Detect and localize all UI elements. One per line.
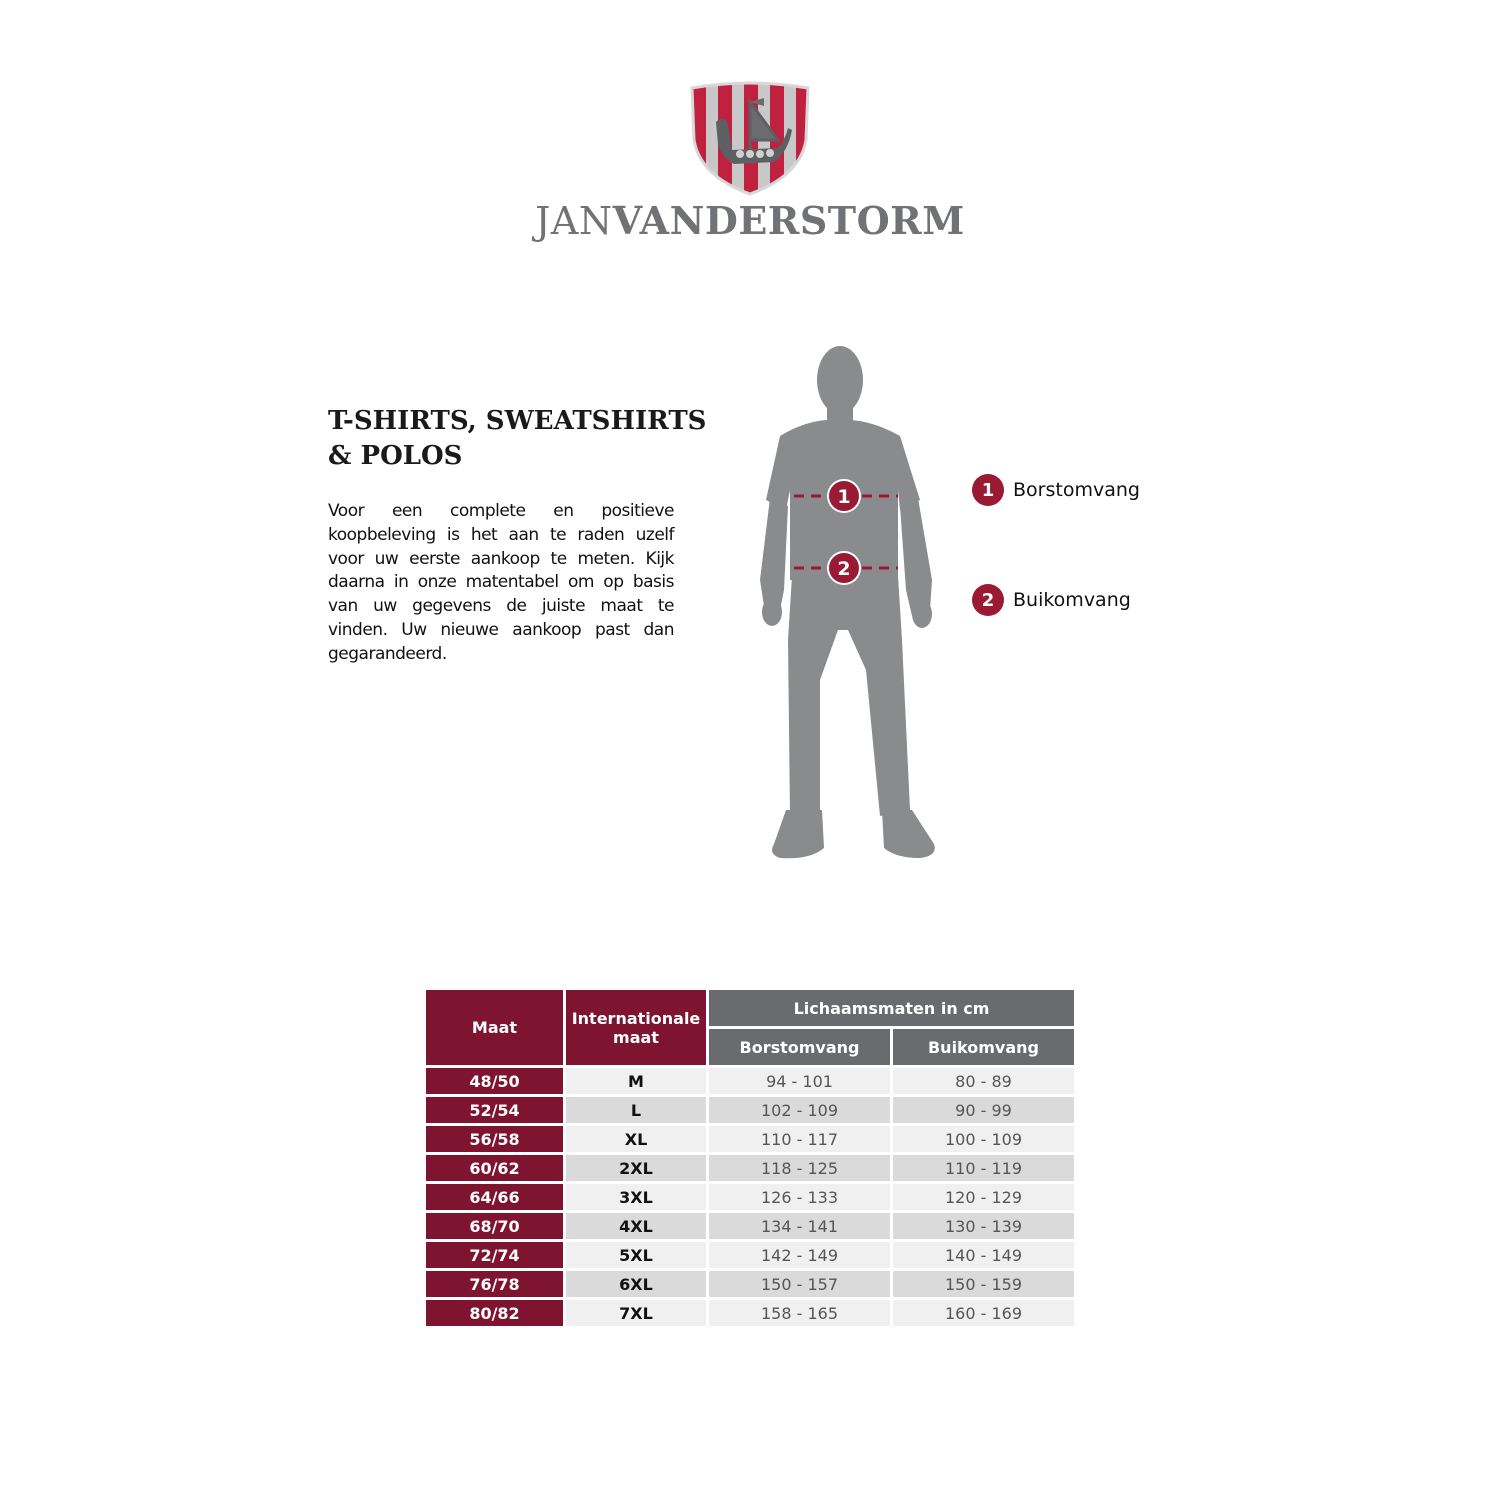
cell-maat: 60/62 [426, 1155, 563, 1181]
viking-ship-shield-icon [688, 80, 812, 196]
cell-international: 7XL [566, 1300, 706, 1326]
col-header-borstomvang: Borstomvang [709, 1029, 890, 1065]
legend-number: 2 [972, 584, 1004, 616]
cell-maat: 52/54 [426, 1097, 563, 1123]
cell-maat: 56/58 [426, 1126, 563, 1152]
brand-name-bold: VANDERSTORM [612, 198, 965, 243]
cell-borstomvang: 118 - 125 [709, 1155, 890, 1181]
cell-borstomvang: 102 - 109 [709, 1097, 890, 1123]
silhouette-shape [760, 346, 935, 858]
cell-borstomvang: 158 - 165 [709, 1300, 890, 1326]
table-row [426, 1242, 1074, 1268]
table-row [426, 1155, 1074, 1181]
size-table [423, 987, 1077, 1329]
page-title [328, 404, 728, 474]
body-silhouette-figure [750, 340, 950, 870]
brand-wordmark [0, 198, 1500, 243]
title-line-1: T-SHIRTS, SWEATSHIRTS [328, 406, 707, 436]
cell-borstomvang: 134 - 141 [709, 1213, 890, 1239]
col-header-international: Internationale maat [566, 990, 706, 1065]
cell-buikomvang: 110 - 119 [893, 1155, 1074, 1181]
table-row [426, 1271, 1074, 1297]
title-line-2: & POLOS [328, 441, 463, 471]
cell-buikomvang: 130 - 139 [893, 1213, 1074, 1239]
cell-international: 6XL [566, 1271, 706, 1297]
cell-borstomvang: 142 - 149 [709, 1242, 890, 1268]
cell-buikomvang: 160 - 169 [893, 1300, 1074, 1326]
cell-international: 4XL [566, 1213, 706, 1239]
intro-paragraph: Voor een complete en positieve koopbeleving is het aan te raden uzelf voor uw eerste aankoop te meten. Kijk daarna in onze matentabel om op basis van uw gegevens de juiste maat te vinden. Uw nieuwe aankoop past dan gegarandeerd. [328, 501, 674, 664]
brand-logo [0, 80, 1500, 196]
cell-international: XL [566, 1126, 706, 1152]
chest-marker-number: 1 [837, 486, 851, 508]
table-row [426, 1097, 1074, 1123]
table-row [426, 1068, 1074, 1094]
cell-maat: 72/74 [426, 1242, 563, 1268]
col-header-buikomvang: Buikomvang [893, 1029, 1074, 1065]
cell-borstomvang: 126 - 133 [709, 1184, 890, 1210]
cell-buikomvang: 150 - 159 [893, 1271, 1074, 1297]
legend-label: Buikomvang [1013, 589, 1131, 611]
cell-buikomvang: 100 - 109 [893, 1126, 1074, 1152]
legend-item-chest [972, 474, 1140, 506]
col-header-maat: Maat [426, 990, 563, 1065]
cell-international: M [566, 1068, 706, 1094]
cell-borstomvang: 94 - 101 [709, 1068, 890, 1094]
cell-international: 2XL [566, 1155, 706, 1181]
cell-international: L [566, 1097, 706, 1123]
cell-maat: 64/66 [426, 1184, 563, 1210]
cell-buikomvang: 90 - 99 [893, 1097, 1074, 1123]
cell-maat: 76/78 [426, 1271, 563, 1297]
legend-item-waist [972, 584, 1131, 616]
cell-buikomvang: 120 - 129 [893, 1184, 1074, 1210]
cell-maat: 48/50 [426, 1068, 563, 1094]
cell-borstomvang: 110 - 117 [709, 1126, 890, 1152]
table-row [426, 1126, 1074, 1152]
cell-buikomvang: 80 - 89 [893, 1068, 1074, 1094]
legend-label: Borstomvang [1013, 479, 1140, 501]
cell-international: 5XL [566, 1242, 706, 1268]
cell-maat: 68/70 [426, 1213, 563, 1239]
table-row [426, 1300, 1074, 1326]
legend-number: 1 [972, 474, 1004, 506]
cell-borstomvang: 150 - 157 [709, 1271, 890, 1297]
table-row [426, 1184, 1074, 1210]
cell-buikomvang: 140 - 149 [893, 1242, 1074, 1268]
group-header-body-measurements: Lichaamsmaten in cm [709, 990, 1074, 1026]
cell-international: 3XL [566, 1184, 706, 1210]
waist-marker-number: 2 [837, 558, 851, 580]
table-row [426, 1213, 1074, 1239]
brand-name-light: JAN [535, 199, 613, 243]
cell-maat: 80/82 [426, 1300, 563, 1326]
